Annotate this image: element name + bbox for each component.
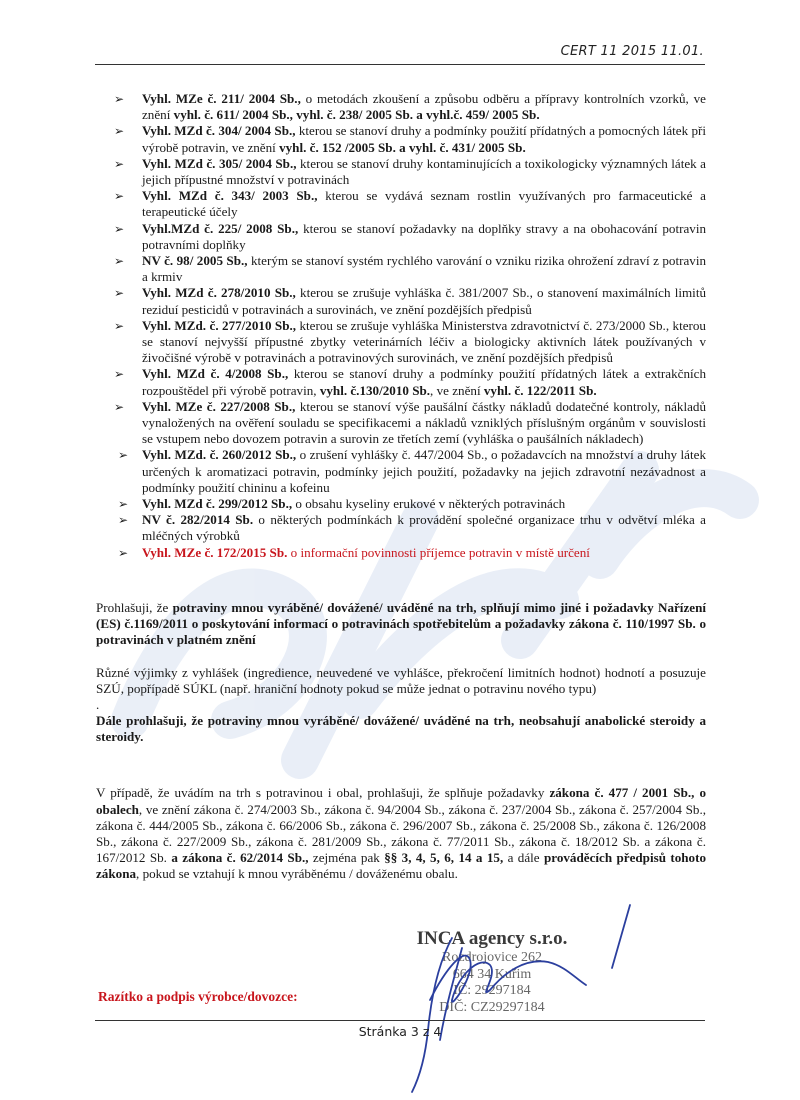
regulation-list bbox=[96, 91, 706, 561]
signature-label: Razítko a podpis výrobce/dovozce: bbox=[98, 989, 298, 1004]
list-item: ➢ Vyhl.MZd č. 225/ 2008 Sb., kterou se stanoví požadavky na doplňky stravy a na obohacování potravin potravními doplňky bbox=[114, 220, 707, 252]
stray-dot: . bbox=[96, 696, 100, 712]
bullet-arrow-icon: ➢ bbox=[114, 92, 125, 106]
declaration-steroids: Dále prohlašuji, že potraviny mnou vyráběné/ dovážené/ uváděné na trh, neobsahují anabolické steroidy a steroidy. bbox=[96, 712, 706, 745]
document-body bbox=[96, 91, 706, 883]
bullet-arrow-icon: ➢ bbox=[118, 513, 129, 528]
list-item: ➢ Vyhl. MZd č. 343/ 2003 Sb., kterou se vydává seznam rostlin využívaných pro farmaceutické a terapeutické účely bbox=[114, 188, 706, 220]
stamp-dic: DIČ: CZ29297184 bbox=[439, 999, 545, 1015]
list-item: ➢ Vyhl. MZd č. 278/2010 Sb., kterou se zrušuje vyhláška č. 381/2007 Sb., o stanovení maximálních limitů reziduí pesticidů v potravinách a surovinách, ve znění pozdějších předpisů bbox=[114, 285, 706, 317]
stamp-city: 664 34 Kuřim bbox=[452, 966, 532, 982]
packaging-paragraph: V případě, že uvádím na trh s potravinou i obal, prohlašuji, že splňuje požadavky zákona č. 477 / 2001 Sb., o obalech, ve znění zákona č. 274/2003 Sb., zákona č. 94/2004 Sb., zákona č. 237/2004 Sb., zákona č. 257/2004 Sb., zákona č. 444/2005 Sb., zákona č. 66/2006 Sb., zákona č. 296/2007 Sb., zákona č. 25/2008 Sb., zákona č. 126/2008 Sb., zákona č. 227/2009 Sb., zákona č. 281/2009 Sb., zákona č. 77/2011 Sb., zákona č. 18/2012 Sb. a zákona č. 167/2012 Sb. a zákona č. 62/2014 Sb., zejména pak §§ 3, 4, 5, 6, 14 a 15, a dále prováděcích předpisů tohoto zákona, pokud se vztahují k mnou vyráběnému / dováženému obalu. bbox=[96, 785, 707, 882]
bullet-arrow-icon: ➢ bbox=[114, 254, 125, 269]
exceptions-paragraph: Různé výjimky z vyhlášek (ingredience, neuvedené ve vyhlášce, překročení limitních hodnot) hodnotí a posuzuje SZÚ, popřípadě SÚKL (např. hraniční hodnoty pokud se může jednat o potravinu nového typu) bbox=[96, 664, 706, 696]
bullet-arrow-icon: ➢ bbox=[114, 318, 125, 333]
stamp-company-name: INCA agency s.r.o. bbox=[416, 928, 568, 949]
bullet-arrow-icon: ➢ bbox=[114, 367, 125, 382]
list-item: ➢ Vyhl. MZd. č. 277/2010 Sb., kterou se zrušuje vyhláška Ministerstva zdravotnictví č. 273/2000 Sb., kterou se stanoví nejvyšší přípustné zbytky veterinárních léčiv a biologicky aktivních látek používaných v živočišné výrobě v potravinách a potravinových surovinách, ve znění pozdějších předpisů bbox=[114, 317, 706, 366]
stamp-address: Rozdrojovice 262 bbox=[442, 950, 542, 965]
bullet-arrow-icon: ➢ bbox=[118, 448, 129, 463]
list-item-highlighted: ➢ Vyhl. MZe č. 172/2015 Sb. o informační povinnosti příjemce potravin v místě určení bbox=[118, 544, 590, 560]
header-divider bbox=[95, 64, 705, 65]
list-item: ➢ NV č. 98/ 2005 Sb., kterým se stanoví systém rychlého varování o vzniku rizika ohrožení zdraví z potravin a krmiv bbox=[114, 253, 706, 285]
list-item: ➢ Vyhl. MZd č. 304/ 2004 Sb., kterou se stanoví druhy a podmínky použití přídatných a pomocných látek při výrobě potravin, ve znění vyhl. č. 152 /2005 Sb. a vyhl. č. 431/ 2005 Sb. bbox=[114, 123, 706, 155]
list-item: ➢ Vyhl. MZe č. 227/2008 Sb., kterou se stanoví výše paušální částky nákladů dodatečné kontroly, nákladů vynaložených na ověření souladu se specifikacemi a nákladů vzniklých příslušným orgánům v souvislosti se vstupem nebo dovozem potravin a surovin ze třetích zemí (vyhláška o paušálních nákladech) bbox=[114, 398, 706, 447]
list-item: ➢ Vyhl. MZd č. 299/2012 Sb., o obsahu kyseliny erukové v některých potravinách bbox=[118, 496, 566, 512]
footer-divider bbox=[95, 1020, 705, 1021]
declaration-compliance: Prohlašuji, že potraviny mnou vyráběné/ dovážené/ uváděné na trh, splňují mimo jiné i požadavky Nařízení (ES) č.1169/2011 o poskytování informací o potravinách spotřebitelům a požadavky zákona č. 110/1997 Sb. o potravinách v platném znění bbox=[96, 599, 706, 648]
bullet-arrow-icon: ➢ bbox=[118, 545, 129, 560]
list-item: ➢ NV č. 282/2014 Sb. o některých podmínkách k provádění společné organizace trhu v odvětví mléka a mléčných výrobků bbox=[118, 512, 706, 544]
list-item: ➢ Vyhl. MZe č. 211/ 2004 Sb., o metodách zkoušení a způsobu odběru a přípravy kontrolních vzorků, ve znění vyhl. č. 611/ 2004 Sb., vyhl. č. 238/ 2005 Sb. a vyhl.č. 459/ 2005 Sb. bbox=[114, 91, 706, 123]
bullet-arrow-icon: ➢ bbox=[114, 221, 125, 236]
bullet-arrow-icon: ➢ bbox=[114, 189, 125, 204]
list-item: ➢ Vyhl. MZd č. 4/2008 Sb., kterou se stanoví druhy a podmínky použití přídatných látek a extrakčních rozpouštědel při výrobě potravin, vyhl. č.130/2010 Sb., ve znění vyhl. č. 122/2011 Sb. bbox=[114, 366, 706, 398]
document-code: CERT 11 2015 11.01. bbox=[560, 44, 704, 59]
bullet-arrow-icon: ➢ bbox=[114, 399, 125, 414]
bullet-arrow-icon: ➢ bbox=[118, 497, 129, 512]
company-stamp bbox=[397, 928, 587, 1016]
list-item: ➢ Vyhl. MZd. č. 260/2012 Sb., o zrušení vyhlášky č. 447/2004 Sb., o požadavcích na množství a druhy látek určených k aromatizaci potravin, podmínky jejich použití, požadavky na jejich zdravotní nezávadnost a podmínky použití chininu a kofeinu bbox=[118, 447, 706, 495]
bullet-arrow-icon: ➢ bbox=[114, 124, 125, 139]
bullet-arrow-icon: ➢ bbox=[114, 286, 125, 301]
stamp-ico: IČ: 29297184 bbox=[453, 983, 531, 998]
list-item: ➢ Vyhl. MZd č. 305/ 2004 Sb., kterou se stanoví druhy kontaminujících a toxikologicky významných látek a jejich přípustné množství v potravinách bbox=[114, 155, 706, 188]
bullet-arrow-icon: ➢ bbox=[114, 156, 125, 171]
page-number: Stránka 3 z 4 bbox=[358, 1024, 442, 1039]
